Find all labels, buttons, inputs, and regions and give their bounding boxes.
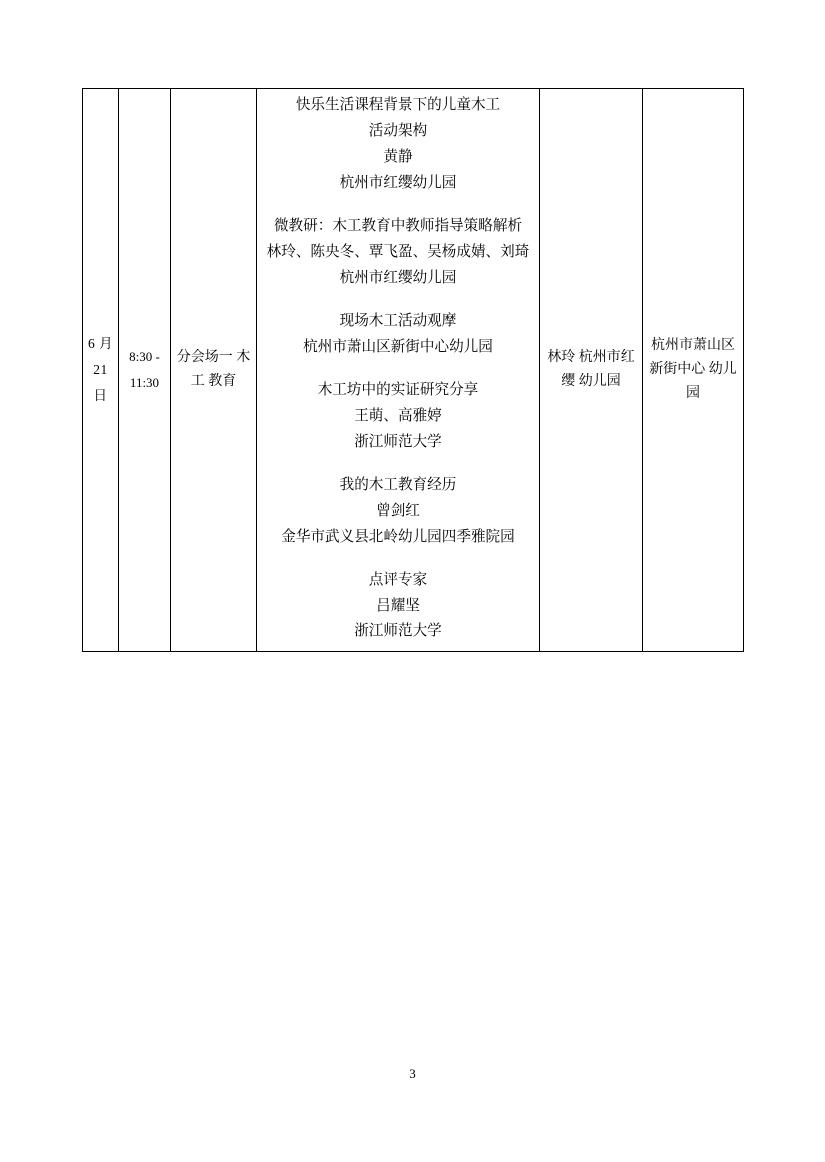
cell-venue	[171, 89, 257, 652]
cell-sessions	[257, 89, 540, 652]
cell-place	[643, 89, 744, 652]
page-number: 3	[409, 1066, 416, 1081]
date-line: 21	[93, 362, 108, 378]
session-line: 快乐生活课程背景下的儿童木工	[295, 97, 501, 113]
table-row	[83, 89, 744, 652]
schedule-table-wrapper	[82, 88, 743, 652]
place-line: 幼儿园	[686, 362, 737, 402]
host-line: 幼儿园	[578, 374, 621, 390]
session-line: 杭州市红缨幼儿园	[339, 174, 457, 191]
session-block	[259, 473, 537, 551]
session-line: 林玲、陈央冬、覃飞盈、吴杨成婧、刘琦	[266, 243, 530, 260]
venue-line: 木工	[190, 350, 251, 390]
session-line: 杭州市红缨幼儿园	[339, 269, 457, 286]
session-block	[259, 93, 537, 197]
session-line: 浙江师范大学	[354, 623, 442, 640]
session-line: 浙江师范大学	[354, 433, 442, 450]
host-line: 杭州市红缨	[561, 350, 635, 390]
session-block	[259, 309, 537, 361]
session-line: 点评专家	[368, 571, 428, 588]
session-line: 王萌、高雅婷	[354, 407, 442, 424]
session-line: 活动架构	[368, 122, 428, 139]
time-line: 11:30	[129, 375, 160, 391]
schedule-table	[82, 88, 744, 652]
session-block	[259, 214, 537, 292]
host-line: 林玲	[547, 350, 576, 366]
session-block	[259, 378, 537, 456]
time-line: 8:30	[129, 348, 153, 364]
session-line: 微教研：木工教育中教师指导策略解析	[273, 217, 523, 234]
venue-line: 教育	[208, 374, 237, 390]
session-line: 曾剑红	[376, 502, 420, 519]
session-line: 金华市武义县北岭幼儿园四季雅院园	[281, 528, 515, 545]
session-line: 黄静	[383, 148, 413, 165]
session-line: 吕耀坚	[376, 597, 420, 614]
place-line: 杭州市萧山区	[651, 338, 735, 354]
date-line: 6	[87, 335, 96, 351]
cell-host	[540, 89, 643, 652]
session-line: 我的木工教育经历	[339, 476, 457, 493]
session-line: 杭州市萧山区新街中心幼儿园	[303, 338, 493, 355]
date-line: 月	[99, 335, 114, 351]
time-line: -	[155, 348, 160, 364]
session-line: 木工坊中的实证研究分享	[317, 381, 479, 398]
session-block	[259, 568, 537, 646]
venue-line: 分会场一	[176, 350, 233, 366]
cell-time	[119, 89, 171, 652]
place-line: 新街中心	[649, 362, 706, 378]
session-line: 现场木工活动观摩	[339, 312, 457, 329]
date-line: 日	[93, 388, 108, 404]
cell-date	[83, 89, 119, 652]
